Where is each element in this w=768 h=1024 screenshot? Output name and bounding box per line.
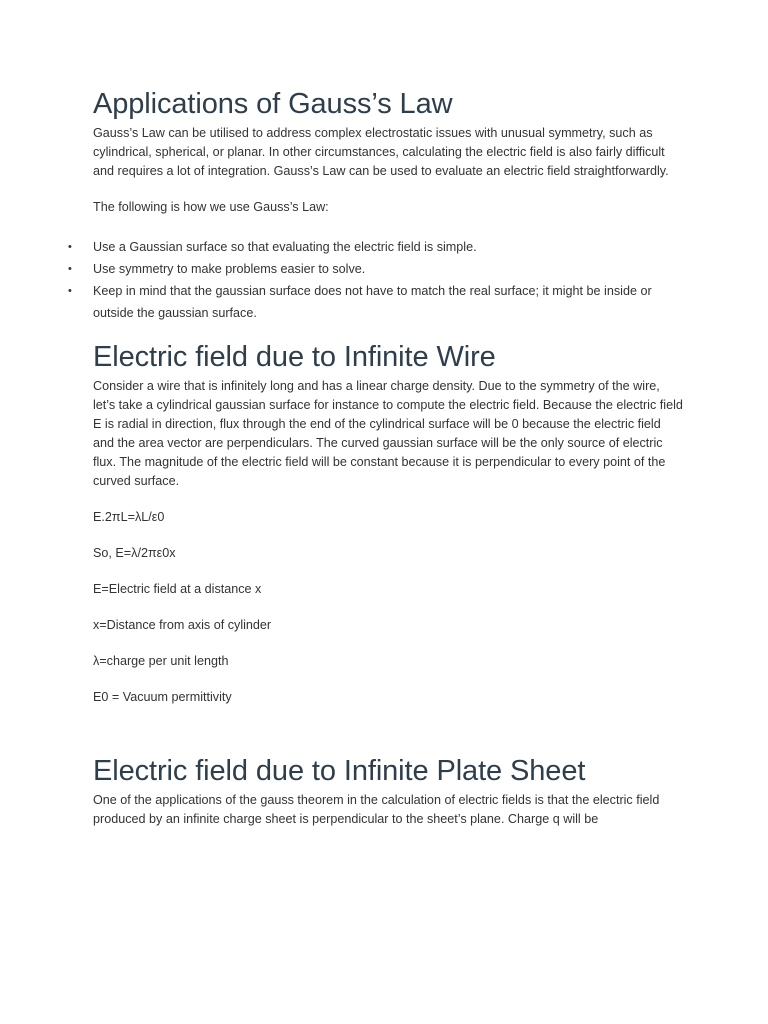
sheet-body-paragraph: One of the applications of the gauss theorem in the calculation of electric fields is that the electric field produced by an infinite charge sheet is perpendicular to the sheet’s plane. Charge q will be: [93, 793, 660, 826]
heading-infinite-plate-sheet: Electric field due to Infinite Plate Sheet: [93, 755, 586, 787]
list-item-text: Use symmetry to make problems easier to solve.: [93, 262, 366, 276]
list-item: [68, 236, 683, 258]
definition-electric-field: E=Electric field at a distance x: [93, 582, 262, 596]
definition-lambda: λ=charge per unit length: [93, 654, 229, 668]
gauss-intro-paragraph: Gauss’s Law can be utilised to address complex electrostatic issues with unusual symmetry, such as cylindrical, spherical, or planar. In other circumstances, calculating the electric field is also fairly difficult and requires a lot of integration. Gauss’s Law can be used to evaluate an electric field straightforwardly.: [93, 126, 669, 178]
list-item: [68, 280, 683, 324]
list-item: [68, 258, 683, 280]
definition-distance: x=Distance from axis of cylinder: [93, 618, 272, 632]
wire-body-paragraph: Consider a wire that is infinitely long and has a linear charge density. Due to the symmetry of the wire, let’s take a cylindrical gaussian surface for instance to compute the electric field. Because the electric field E is radial in direction, flux through the end of the cylindrical surface will be 0 because the electric field and the area vector are perpendiculars. The curved gaussian surface will be the only source of electric flux. The magnitude of the electric field will be constant because it is perpendicular to every point of the curved surface.: [93, 379, 683, 488]
bullet-icon: •: [68, 241, 72, 253]
heading-infinite-wire: Electric field due to Infinite Wire: [93, 341, 496, 373]
definition-vacuum-permittivity: E0 = Vacuum permittivity: [93, 690, 232, 704]
gauss-lead-paragraph: The following is how we use Gauss’s Law:: [93, 200, 329, 214]
bullet-icon: •: [68, 263, 72, 275]
wire-equation-1: E.2πL=λL/ε0: [93, 510, 165, 524]
wire-equation-2: So, E=λ/2πε0x: [93, 546, 176, 560]
gauss-steps-list: [68, 236, 683, 324]
bullet-icon: •: [68, 285, 72, 297]
heading-applications-of-gauss-law: Applications of Gauss’s Law: [93, 88, 453, 120]
list-item-text: Use a Gaussian surface so that evaluating the electric field is simple.: [93, 240, 477, 254]
list-item-text: Keep in mind that the gaussian surface does not have to match the real surface; it might be inside or outside the gaussian surface.: [93, 284, 652, 320]
document-content: [68, 86, 683, 829]
